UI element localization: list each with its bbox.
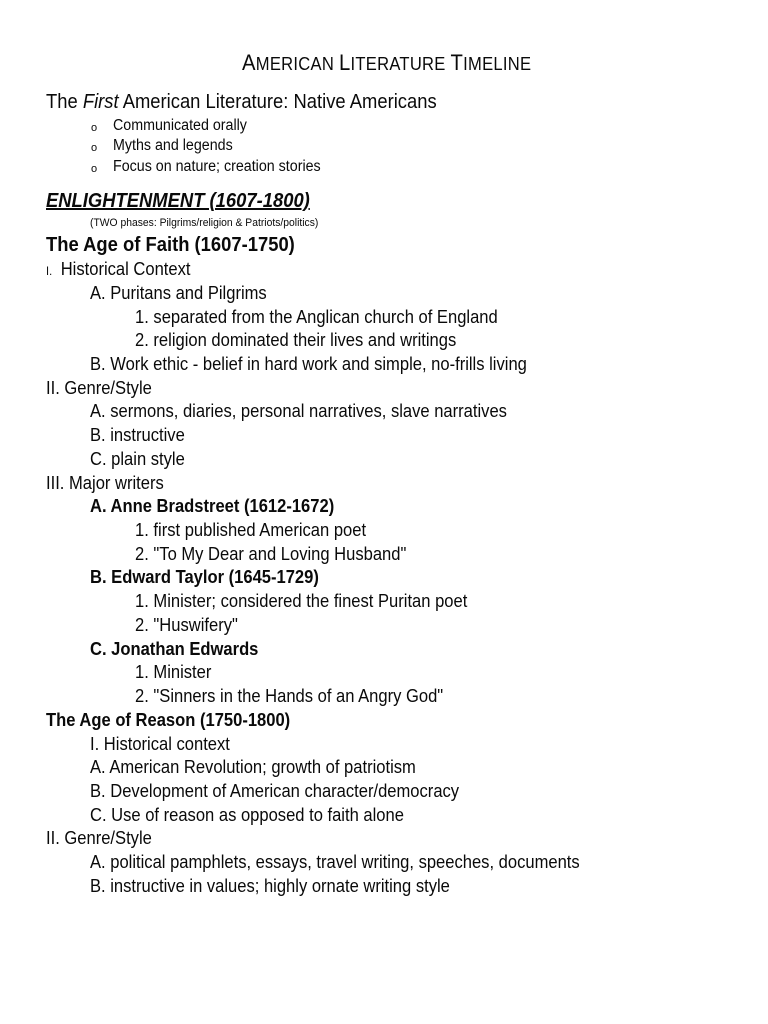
outline-item: A. political pamphlets, essays, travel writing, speeches, documents <box>90 852 580 873</box>
outline-subitem: 2. "Huswifery" <box>135 614 238 635</box>
outline-section-title: III. Major writers <box>46 472 164 493</box>
outline-item: A. Puritans and Pilgrims <box>90 282 267 303</box>
bullet-marker: o <box>91 162 98 175</box>
enlightenment-note: (TWO phases: Pilgrims/religion & Patriots/politics) <box>90 217 319 229</box>
age-of-faith-heading: The Age of Faith (1607-1750) <box>46 234 295 256</box>
outline-section-title <box>46 258 710 282</box>
heading-text-before: The <box>46 91 78 113</box>
title-word-initial: A <box>242 50 256 75</box>
bullet-marker: o <box>91 121 98 134</box>
title-word: TIMELINE <box>450 50 532 75</box>
outline-subitem: 2. "To My Dear and Loving Husband" <box>135 543 407 564</box>
heading-emphasis: First <box>82 91 119 113</box>
list-item <box>90 157 410 178</box>
heading-text-after: American Literature: Native Americans <box>122 91 437 113</box>
outline-item: B. Work ethic - belief in hard work and simple, no-frills living <box>90 354 527 374</box>
outline-section-title: II. Genre/Style <box>46 828 152 849</box>
list-item <box>90 136 410 157</box>
outline-item: B. instructive in values; highly ornate writing style <box>90 875 450 896</box>
timeline-outline <box>0 258 768 898</box>
native-american-bullet-list <box>90 116 410 178</box>
age-of-reason-heading: The Age of Reason (1750-1800) <box>46 709 291 730</box>
native-american-heading <box>46 89 437 115</box>
writer-name: C. Jonathan Edwards <box>90 638 259 659</box>
title-word-initial: T <box>450 50 464 75</box>
outline-item: B. Development of American character/democracy <box>90 780 460 801</box>
outline-section-title: I. Historical context <box>90 733 230 754</box>
outline-section-title: II. Genre/Style <box>46 377 152 398</box>
title-word: AMERICAN <box>242 50 335 75</box>
outline-subitem: 1. separated from the Anglican church of England <box>135 306 498 327</box>
list-item <box>90 116 410 137</box>
outline-item: A. sermons, diaries, personal narratives, slave narratives <box>90 401 507 422</box>
enlightenment-heading: ENLIGHTENMENT (1607-1800) <box>46 190 310 212</box>
title-word-initial: L <box>338 50 351 75</box>
section-numeral: I. <box>46 264 53 279</box>
document-title <box>242 49 531 78</box>
title-word: LITERATURE <box>338 50 446 75</box>
outline-subitem: 1. first published American poet <box>135 520 367 541</box>
outline-subitem: 2. "Sinners in the Hands of an Angry God" <box>135 686 444 707</box>
outline-item: A. American Revolution; growth of patriotism <box>90 757 416 778</box>
outline-item: B. instructive <box>90 425 185 446</box>
list-item-text: Communicated orally <box>113 116 247 134</box>
list-item-text: Focus on nature; creation stories <box>113 157 321 175</box>
outline-item: C. Use of reason as opposed to faith alone <box>90 804 404 825</box>
outline-subitem: 2. religion dominated their lives and writings <box>135 330 457 351</box>
section-title-text: Historical Context <box>60 259 191 280</box>
outline-subitem: 1. Minister <box>135 662 212 683</box>
outline-item: C. plain style <box>90 448 185 469</box>
list-item-text: Myths and legends <box>113 137 233 155</box>
bullet-marker: o <box>91 142 98 155</box>
writer-name: B. Edward Taylor (1645-1729) <box>90 567 319 588</box>
outline-subitem: 1. Minister; considered the finest Puritan poet <box>135 591 468 612</box>
writer-name: A. Anne Bradstreet (1612-1672) <box>90 496 335 517</box>
